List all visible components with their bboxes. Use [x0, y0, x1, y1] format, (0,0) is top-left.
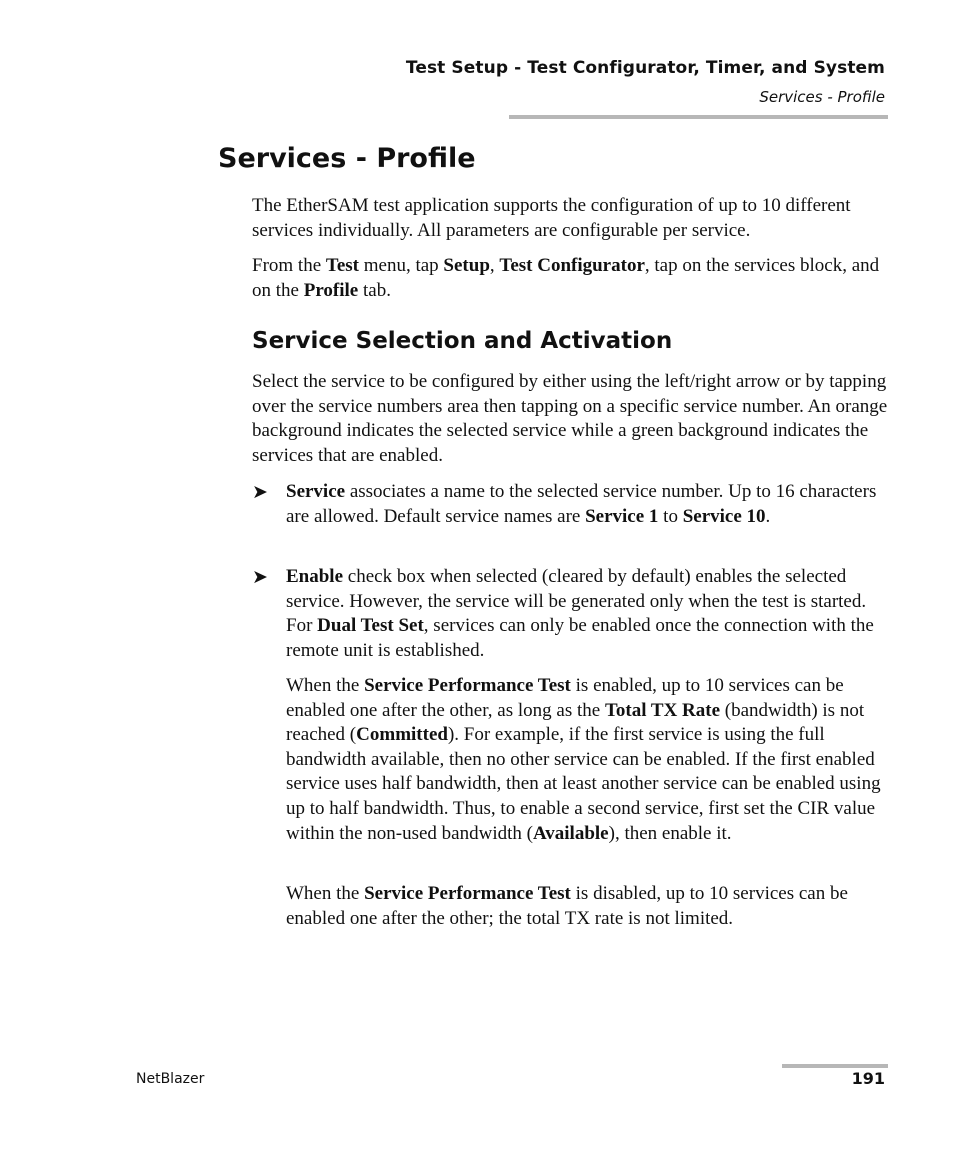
intro-paragraph-1: The EtherSAM test application supports the configuration of up to 10 different services individually. All parameters are configurable per service.: [252, 195, 851, 241]
section-title: Services - Profile: [218, 143, 476, 174]
page-number: 191: [851, 1069, 885, 1088]
subsection-title: Service Selection and Activation: [252, 328, 673, 354]
bullet-arrow-icon: ➤: [252, 482, 268, 503]
note-paragraph-disabled: When the Service Performance Test is disabled, up to 10 services can be enabled one after the other; the total TX rate is not limited.: [286, 883, 848, 929]
note-paragraph-enabled: When the Service Performance Test is enabled, up to 10 services can be enabled one after the other, as long as the Total TX Rate (bandwidth) is not reached (Committed). For example, if the first service is using the full bandwidth available, then no other service can be enabled. If the first enabled service uses half bandwidth, then at least another service can be enabled using up to half bandwidth. Thus, to enable a second service, first set the CIR value within the non-used bandwidth (Available), then enable it.: [286, 675, 881, 844]
header-rule: [509, 115, 888, 119]
running-header-subtitle: Services - Profile: [759, 88, 885, 106]
footer-product-name: NetBlazer: [136, 1071, 205, 1087]
bullet-arrow-icon: ➤: [252, 567, 268, 588]
bullet-text: Service associates a name to the selected service number. Up to 16 characters are allowed. Default service names are Service 1 to Service 10.: [286, 481, 877, 527]
selection-paragraph: Select the service to be configured by either using the left/right arrow or by tapping over the service numbers area then tapping on a specific service number. An orange background indicates the selected service while a green background indicates the services that are enabled.: [252, 371, 888, 466]
running-header-title: Test Setup - Test Configurator, Timer, and System: [405, 58, 885, 78]
intro-paragraph-2: From the Test menu, tap Setup, Test Configurator, tap on the services block, and on the Profile tab.: [252, 255, 880, 301]
footer-rule: [782, 1064, 888, 1068]
bullet-text: Enable check box when selected (cleared by default) enables the selected service. However, the service will be generated only when the test is started. For Dual Test Set, services can only be enabled once the connection with the remote unit is established.: [286, 566, 874, 661]
